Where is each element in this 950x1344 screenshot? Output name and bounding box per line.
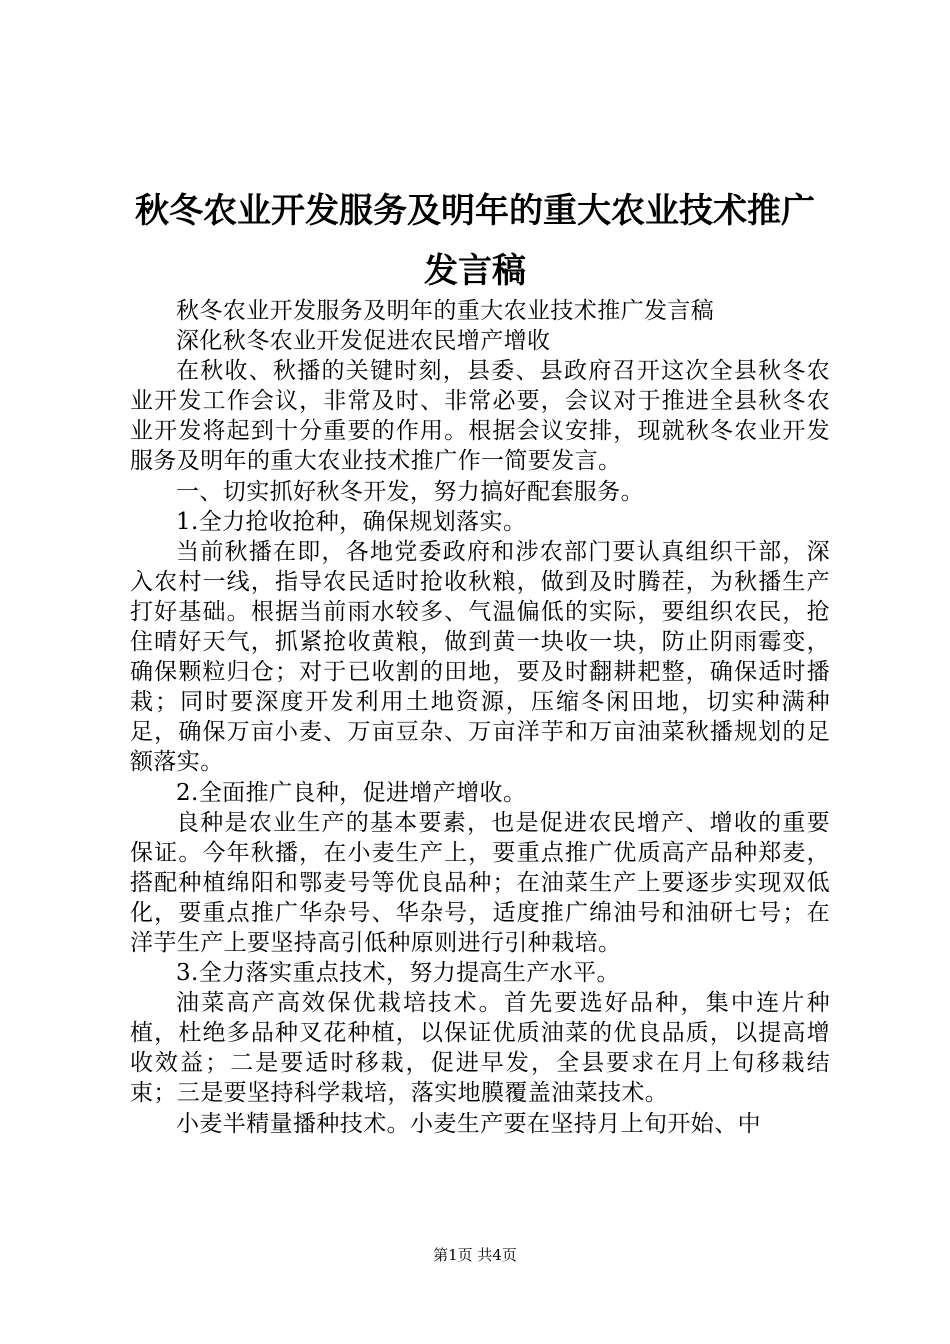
paragraph-rapeseed: 油菜高产高效保优栽培技术。首先要选好品种，集中连片种植，杜绝多品种叉花种植，以保证优质油菜的优良品质，以提高增收效益；二是要适时移栽，促进早发，全县要求在月上旬移栽结束；三是要坚持科学栽培，落实地膜覆盖油菜技术。 bbox=[130, 990, 830, 1107]
subsection-heading-1: 1.全力抢收抢种，确保规划落实。 bbox=[176, 508, 527, 535]
subsection-heading-3: 3.全力落实重点技术，努力提高生产水平。 bbox=[176, 960, 620, 987]
paragraph-subtitle: 秋冬农业开发服务及明年的重大农业技术推广发言稿 bbox=[176, 298, 715, 324]
document-title-line-2: 发言稿 bbox=[424, 251, 526, 291]
document-title-line-1: 秋冬农业开发服务及明年的重大农业技术推广 bbox=[135, 191, 815, 231]
document-body bbox=[130, 296, 830, 1139]
paragraph-seeds: 良种是农业生产的基本要素，也是促进农民增产、增收的重要保证。今年秋播，在小麦生产上，要重点推广优质高产品种郑麦，搭配种植绵阳和鄂麦号等优良品种；在油菜生产上要逐步实现双低化，要重点推广华杂号、华杂号，适度推广绵油号和油研七号；在洋芋生产上要坚持高引低种原则进行引种栽培。 bbox=[130, 809, 830, 956]
section-heading-1: 一、切实抓好秋冬开发，努力搞好配套服务。 bbox=[176, 478, 644, 505]
paragraph-wheat: 小麦半精量播种技术。小麦生产要在坚持月上旬开始、中 bbox=[176, 1110, 761, 1137]
subsection-heading-2: 2.全面推广良种，促进增产增收。 bbox=[176, 779, 527, 806]
page-footer: 第1页 共4页 bbox=[433, 1246, 517, 1264]
paragraph-intro: 在秋收、秋播的关键时刻，县委、县政府召开这次全县秋冬农业开发工作会议，非常及时、非常必要，会议对于推进全县秋冬农业开发将起到十分重要的作用。根据会议安排，现就秋冬农业开发服务及明年的重大农业技术推广作一简要发言。 bbox=[130, 358, 830, 475]
paragraph-theme: 深化秋冬农业开发促进农民增产增收 bbox=[176, 328, 551, 355]
paragraph-harvest: 当前秋播在即，各地党委政府和涉农部门要认真组织干部，深入农村一线，指导农民适时抢收秋粮，做到及时腾茬，为秋播生产打好基础。根据当前雨水较多、气温偏低的实际，要组织农民，抢住晴好天气，抓紧抢收黄粮，做到黄一块收一块，防止阴雨霉变，确保颗粒归仓；对于已收割的田地，要及时翻耕耙整，确保适时播栽；同时要深度开发利用土地资源，压缩冬闲田地，切实种满种足，确保万亩小麦、万亩豆杂、万亩洋芋和万亩油菜秋播规划的足额落实。 bbox=[130, 538, 830, 776]
